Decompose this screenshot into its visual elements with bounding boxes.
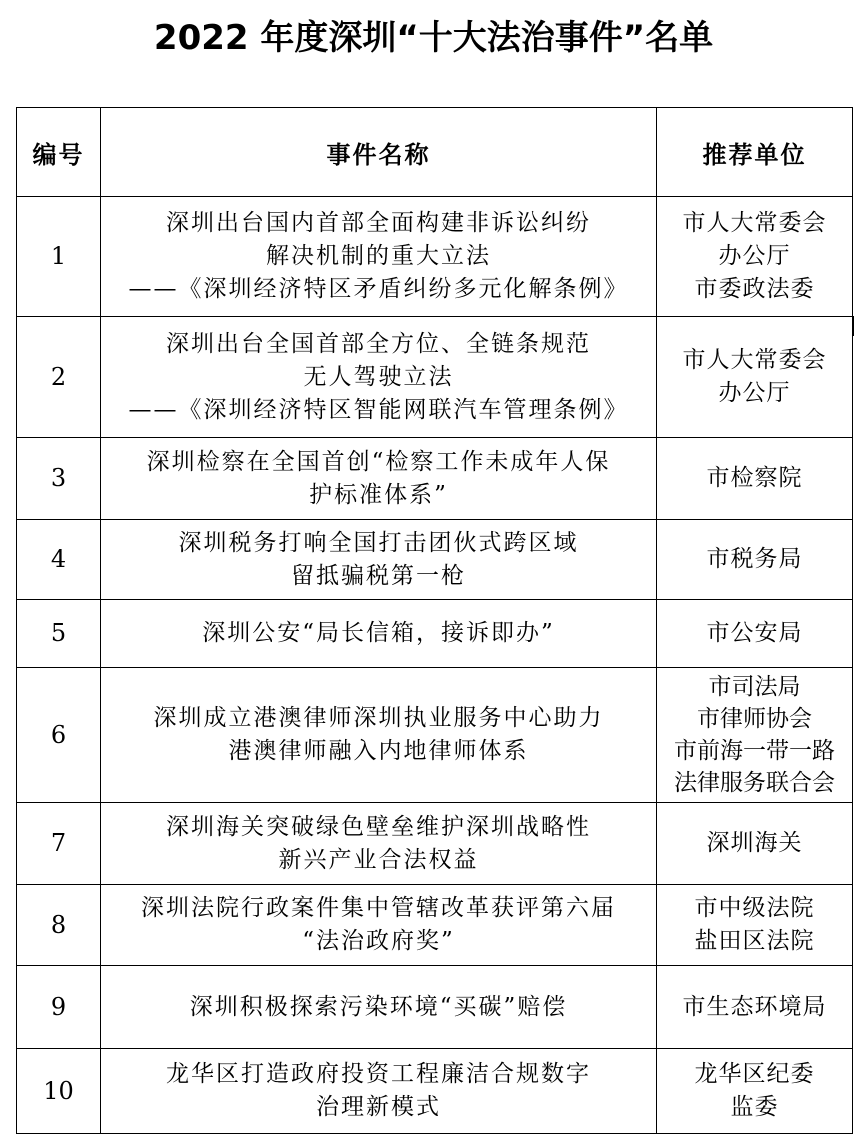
event-name-line: 无人驾驶立法	[303, 363, 454, 390]
table-row	[17, 438, 853, 520]
event-name-cell	[101, 317, 657, 438]
event-name-line: 解决机制的重大立法	[266, 243, 491, 269]
recommending-unit-cell	[657, 438, 853, 520]
text-cursor-mark	[852, 316, 854, 336]
recommending-unit-cell	[657, 803, 853, 885]
header-event-name: 事件名称	[101, 108, 657, 197]
page-title: 2022 年度深圳“十大法治事件”名单	[153, 18, 714, 58]
event-name-line: 龙华区打造政府投资工程廉洁合规数字	[166, 1061, 591, 1087]
row-number: 1	[17, 197, 101, 317]
recommending-unit-cell	[657, 885, 853, 966]
event-name-line: 深圳积极探索污染环境“买碳”赔偿	[189, 993, 568, 1020]
unit-line: 龙华区纪委	[694, 1061, 815, 1087]
row-number: 3	[17, 438, 101, 520]
row-number: 2	[17, 317, 101, 438]
unit-line: 办公厅	[718, 380, 791, 406]
unit-line: 办公厅	[718, 243, 791, 269]
event-name-cell	[101, 520, 657, 600]
table-header-row	[17, 108, 853, 197]
event-name-cell	[101, 197, 657, 317]
row-number: 6	[17, 668, 101, 803]
event-name-line: 深圳出台全国首部全方位、全链条规范	[166, 330, 591, 357]
row-number: 7	[17, 803, 101, 885]
unit-line: 市前海一带一路	[674, 738, 835, 764]
event-name-cell	[101, 966, 657, 1049]
row-number: 5	[17, 600, 101, 668]
event-name-line: 治理新模式	[316, 1094, 441, 1120]
table-row	[17, 317, 853, 438]
unit-line: 盐田区法院	[694, 928, 815, 954]
unit-line: 市公安局	[706, 620, 803, 646]
unit-line: 市税务局	[706, 546, 803, 572]
recommending-unit-cell	[657, 668, 853, 803]
unit-line: 监委	[730, 1094, 779, 1120]
row-number: 4	[17, 520, 101, 600]
event-name-line: 深圳海关突破绿色壁垒维护深圳战略性	[166, 813, 591, 840]
event-name-cell	[101, 438, 657, 520]
unit-line: 市人大常委会	[682, 210, 827, 236]
event-name-line: 深圳法院行政案件集中管辖改革获评第六届	[141, 895, 616, 921]
row-number: 8	[17, 885, 101, 966]
event-name-line: 护标准体系”	[309, 481, 448, 508]
row-number: 10	[17, 1049, 101, 1134]
table-row	[17, 1049, 853, 1134]
unit-line: 市人大常委会	[682, 347, 827, 373]
table-row	[17, 520, 853, 600]
event-name-cell	[101, 1049, 657, 1134]
event-name-cell	[101, 668, 657, 803]
unit-line: 深圳海关	[706, 830, 803, 856]
header-number: 编号	[17, 108, 101, 197]
event-name-line: 港澳律师融入内地律师体系	[228, 738, 529, 764]
recommending-unit-cell	[657, 317, 853, 438]
event-name-cell	[101, 600, 657, 668]
recommending-unit-cell	[657, 197, 853, 317]
table-row	[17, 668, 853, 803]
unit-line: 市中级法院	[694, 895, 815, 921]
unit-line: 市检察院	[706, 465, 803, 491]
event-name-line: “法治政府奖”	[302, 928, 455, 954]
event-name-line: 新兴产业合法权益	[278, 846, 479, 873]
recommending-unit-cell	[657, 966, 853, 1049]
event-name-line: 深圳检察在全国首创“检察工作未成年人保	[146, 448, 611, 475]
recommending-unit-cell	[657, 520, 853, 600]
event-name-cell	[101, 803, 657, 885]
table-row	[17, 197, 853, 317]
table-row	[17, 966, 853, 1049]
events-table	[16, 107, 853, 1134]
event-name-line: 深圳出台国内首部全面构建非诉讼纠纷	[166, 210, 591, 236]
header-recommending-unit: 推荐单位	[657, 108, 853, 197]
event-name-line: ——《深圳经济特区矛盾纠纷多元化解条例》	[128, 276, 629, 302]
event-name-line: 留抵骗税第一枪	[291, 562, 466, 589]
unit-line: 市生态环境局	[682, 993, 827, 1020]
event-name-line: 深圳税务打响全国打击团伙式跨区域	[178, 529, 579, 556]
table-row	[17, 803, 853, 885]
unit-line: 法律服务联合会	[674, 770, 835, 796]
table-row	[17, 600, 853, 668]
unit-line: 市委政法委	[694, 276, 815, 302]
event-name-line: ——《深圳经济特区智能网联汽车管理条例》	[128, 396, 629, 423]
recommending-unit-cell	[657, 600, 853, 668]
table-row	[17, 885, 853, 966]
event-name-line: 深圳成立港澳律师深圳执业服务中心助力	[153, 705, 604, 731]
recommending-unit-cell	[657, 1049, 853, 1134]
row-number: 9	[17, 966, 101, 1049]
event-name-line: 深圳公安“局长信箱，接诉即办”	[202, 620, 555, 646]
event-name-cell	[101, 885, 657, 966]
unit-line: 市司法局	[708, 674, 801, 700]
unit-line: 市律师协会	[697, 706, 812, 732]
